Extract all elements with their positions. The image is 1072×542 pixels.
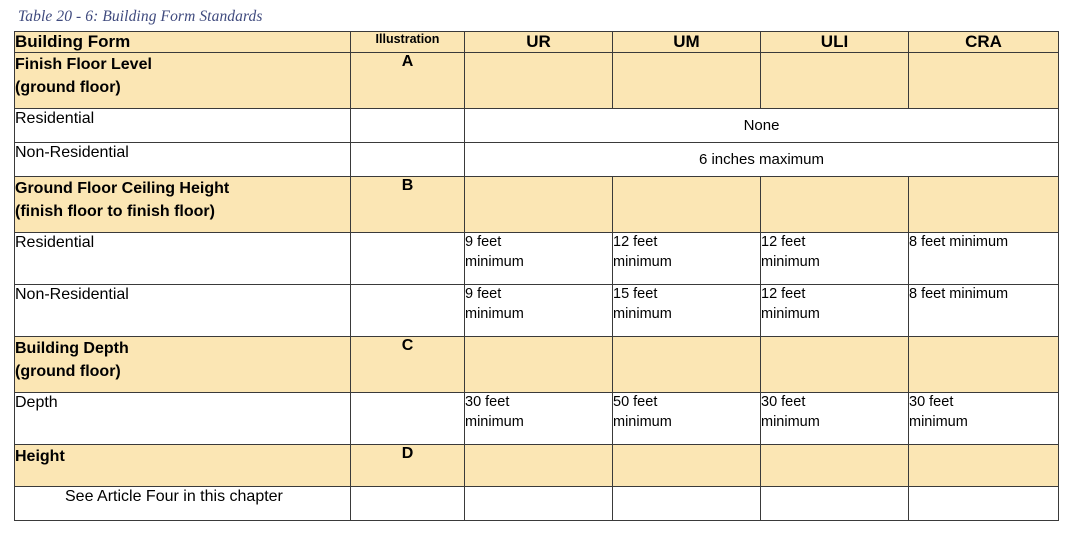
value-line-1: 9 feet xyxy=(465,286,502,302)
cell-ur xyxy=(465,487,613,521)
cell-cra xyxy=(909,337,1059,393)
illustration-key-c: C xyxy=(351,337,465,393)
group-label-height xyxy=(15,445,351,487)
value-line-2: minimum xyxy=(761,305,820,322)
cell-ur xyxy=(465,177,613,233)
value-line-2: minimum xyxy=(909,413,968,430)
column-header-ur: UR xyxy=(465,32,613,53)
cell-uli xyxy=(761,393,909,445)
value-line-1: 50 feet xyxy=(613,394,658,410)
cell-ur xyxy=(465,393,613,445)
table-row xyxy=(15,177,1059,233)
group-label-building-depth xyxy=(15,337,351,393)
cell-cra xyxy=(909,445,1059,487)
column-header-illustration: Illustration xyxy=(351,32,465,53)
group-label-finish-floor-level xyxy=(15,53,351,109)
table-row xyxy=(15,233,1059,285)
cell-ur xyxy=(465,233,613,285)
table-row xyxy=(15,285,1059,337)
cell-um xyxy=(613,285,761,337)
table-row xyxy=(15,143,1059,177)
cell-uli xyxy=(761,445,909,487)
table-row xyxy=(15,393,1059,445)
row-label-residential: Residential xyxy=(15,233,351,285)
group-title: Finish Floor Level xyxy=(15,56,152,73)
illustration-cell-empty xyxy=(351,393,465,445)
value-line-1: 30 feet xyxy=(465,394,510,410)
column-header-cra: CRA xyxy=(909,32,1059,53)
column-header-uli: ULI xyxy=(761,32,909,53)
row-note-see-article-four: See Article Four in this chapter xyxy=(15,487,351,521)
value-line-1: 8 feet minimum xyxy=(909,234,1009,250)
cell-cra xyxy=(909,393,1059,445)
value-line-2: minimum xyxy=(465,253,524,270)
illustration-cell-empty xyxy=(351,109,465,143)
cell-um xyxy=(613,487,761,521)
illustration-cell-empty xyxy=(351,233,465,285)
cell-cra xyxy=(909,285,1059,337)
cell-um xyxy=(613,445,761,487)
cell-uli xyxy=(761,177,909,233)
illustration-key-b: B xyxy=(351,177,465,233)
row-label-depth: Depth xyxy=(15,393,351,445)
cell-um xyxy=(613,393,761,445)
cell-merged-all-zones: None xyxy=(465,109,1059,143)
table-row xyxy=(15,487,1059,521)
table-header-row xyxy=(15,32,1059,53)
cell-cra xyxy=(909,233,1059,285)
value-line-1: 12 feet xyxy=(613,234,658,250)
value-line-1: 12 feet xyxy=(761,234,806,250)
group-title: Ground Floor Ceiling Height xyxy=(15,180,230,197)
column-header-um: UM xyxy=(613,32,761,53)
table-row xyxy=(15,53,1059,109)
cell-cra xyxy=(909,53,1059,109)
value-line-2: minimum xyxy=(465,305,524,322)
cell-ur xyxy=(465,445,613,487)
value-line-1: 30 feet xyxy=(909,394,954,410)
value-line-1: 15 feet xyxy=(613,286,658,302)
cell-cra xyxy=(909,487,1059,521)
cell-uli xyxy=(761,285,909,337)
row-label-non-residential: Non-Residential xyxy=(15,285,351,337)
row-label-non-residential: Non-Residential xyxy=(15,143,351,177)
cell-uli xyxy=(761,337,909,393)
group-label-ground-floor-ceiling-height xyxy=(15,177,351,233)
value-line-2: minimum xyxy=(761,253,820,270)
cell-uli xyxy=(761,487,909,521)
cell-um xyxy=(613,53,761,109)
building-form-standards-table xyxy=(14,31,1059,521)
value-line-2: minimum xyxy=(613,253,672,270)
value-line-2: minimum xyxy=(761,413,820,430)
column-header-building-form: Building Form xyxy=(15,32,351,53)
cell-merged-all-zones: 6 inches maximum xyxy=(465,143,1059,177)
cell-uli xyxy=(761,233,909,285)
illustration-cell-empty xyxy=(351,285,465,337)
group-subtitle: (ground floor) xyxy=(15,363,121,381)
group-title: Height xyxy=(15,448,65,465)
group-subtitle: (ground floor) xyxy=(15,79,121,97)
table-caption: Table 20 - 6: Building Form Standards xyxy=(18,8,263,25)
row-label-residential: Residential xyxy=(15,109,351,143)
illustration-key-d: D xyxy=(351,445,465,487)
value-line-2: minimum xyxy=(465,413,524,430)
illustration-cell-empty xyxy=(351,143,465,177)
illustration-cell-empty xyxy=(351,487,465,521)
cell-um xyxy=(613,337,761,393)
cell-cra xyxy=(909,177,1059,233)
table-row xyxy=(15,337,1059,393)
value-line-1: 9 feet xyxy=(465,234,502,250)
cell-um xyxy=(613,233,761,285)
cell-uli xyxy=(761,53,909,109)
group-title: Building Depth xyxy=(15,340,129,357)
value-line-1: 30 feet xyxy=(761,394,806,410)
value-line-2: minimum xyxy=(613,305,672,322)
cell-um xyxy=(613,177,761,233)
group-subtitle: (finish floor to finish floor) xyxy=(15,203,215,221)
value-line-1: 12 feet xyxy=(761,286,806,302)
cell-ur xyxy=(465,285,613,337)
illustration-key-a: A xyxy=(351,53,465,109)
value-line-1: 8 feet minimum xyxy=(909,286,1009,302)
cell-ur xyxy=(465,337,613,393)
cell-ur xyxy=(465,53,613,109)
value-line-2: minimum xyxy=(613,413,672,430)
table-row xyxy=(15,445,1059,487)
table-row xyxy=(15,109,1059,143)
